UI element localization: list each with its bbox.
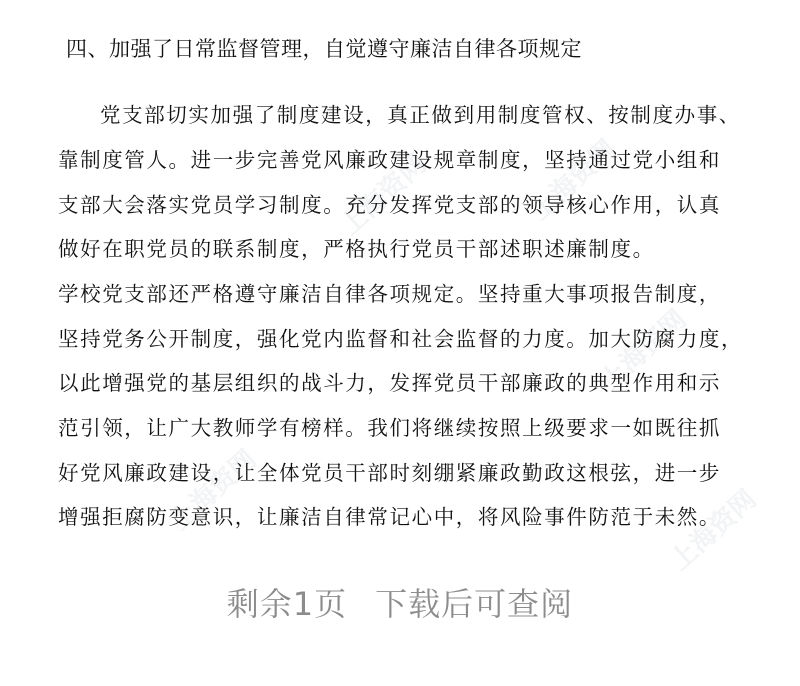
text-line: 好党风廉政建设，让全体党员干部时刻绷紧廉政勤政这根弦，进一步: [58, 461, 721, 485]
text-line: 靠制度管人。进一步完善党风廉政建设规章制度，坚持通过党小组和: [58, 148, 721, 172]
watermark: 上海资网: [524, 134, 623, 227]
watermark: 上海资网: [594, 304, 693, 397]
text-line: 范引领，让广大教师学有榜样。我们将继续按照上级要求一如既往抓: [58, 416, 721, 440]
remaining-pages-label: 剩余1页: [226, 585, 348, 623]
section-heading: 四、加强了日常监督管理，自觉遵守廉洁自律各项规定: [66, 37, 582, 61]
text-line: 学校党支部还严格遵守廉洁自律各项规定。坚持重大事项报告制度，: [58, 282, 721, 306]
text-line: 增强拒腐防变意识，让廉洁自律常记心中，将风险事件防范于未然。: [58, 505, 721, 529]
watermark: 上海资网: [164, 444, 263, 537]
text-line: 党支部切实加强了制度建设，真正做到用制度管权、按制度办事、: [100, 103, 741, 127]
text-line: 支部大会落实党员学习制度。充分发挥党支部的领导核心作用，认真: [58, 193, 721, 217]
download-prompt[interactable]: [0, 570, 800, 640]
watermark: 上海资网: [334, 149, 433, 242]
watermark: 上海资网: [664, 484, 763, 577]
download-prompt-text[interactable]: [227, 584, 573, 624]
text-line: 以此增强党的基层组织的战斗力，发挥党员干部廉政的典型作用和示: [58, 371, 721, 395]
text-line: 做好在职党员的联系制度，严格执行党员干部述职述廉制度。: [58, 237, 655, 261]
text-line: 坚持党务公开制度，强化党内监督和社会监督的力度。加大防腐力度，: [58, 327, 744, 351]
download-to-view-label: 下载后可查阅: [375, 585, 574, 623]
